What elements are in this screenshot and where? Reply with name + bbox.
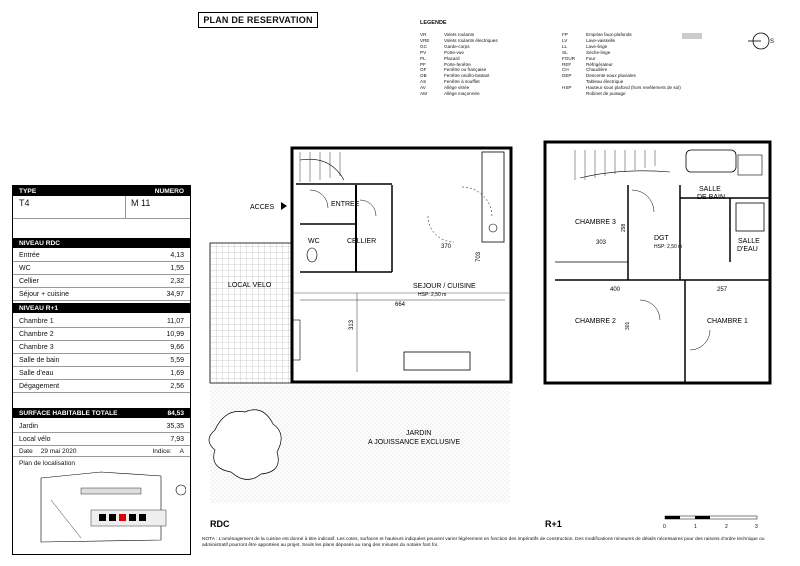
chambre1-label: CHAMBRE 1 [707, 318, 748, 325]
legend-item: LL Lave-linge [562, 43, 608, 49]
rdc-header: NIVEAU RDC [13, 238, 190, 248]
dgt-label: DGT [654, 235, 669, 242]
legend-item: VR Volets roulants [420, 32, 475, 37]
legend-item: HSP Hauteur sous plafond (hors revêtement de sol) [562, 85, 681, 91]
legend-item: SL Sèche-linge [562, 49, 611, 55]
sde-label-1: SALLE [738, 238, 760, 245]
local-velo-area [210, 243, 292, 383]
svg-text:3: 3 [755, 524, 758, 530]
dim-703: 703 [476, 251, 482, 262]
total-value: 84,53 [167, 409, 184, 417]
legend-item: CH Chaudière [562, 67, 608, 73]
localisation-label: Plan de localisation [19, 460, 76, 467]
dim-664: 664 [395, 302, 406, 308]
surface-row: Dégagement 2,56 [13, 380, 190, 393]
legend-item: AV Allège vitrée [420, 85, 470, 91]
surface-row: Salle d'eau 1,69 [13, 367, 190, 380]
surface-row: Salle de bain 5,59 [13, 354, 190, 367]
type-label: TYPE [19, 187, 37, 195]
wc-label: WC [308, 238, 320, 245]
legend-item: PF Porte-fenêtre [420, 61, 471, 67]
cellier-label: CELLIER [347, 238, 377, 245]
surface-row: Chambre 1 11,07 [13, 315, 190, 328]
legend-item: AS Fenêtre à soufflet [420, 79, 480, 85]
legend-item: FP Emprise faux-plafonds [562, 32, 632, 37]
sdb-label-1: SALLE [699, 186, 721, 193]
legend-item: AM Allège maçonnée [420, 91, 480, 97]
entree-label: ENTREE [331, 201, 360, 208]
surface-row: Entrée 4,13 [13, 249, 190, 262]
surface-row: Local vélo 7,93 [13, 433, 190, 446]
total-header: SURFACE HABITABLE TOTALE 84,53 [13, 408, 190, 418]
plan-title: PLAN DE RESERVATION [198, 12, 318, 28]
sdb-label-2: DE BAIN [697, 194, 726, 201]
surface-row: Jardin 35,35 [13, 420, 190, 433]
legend-heading: LEGENDE [420, 20, 447, 26]
svg-text:1: 1 [694, 524, 697, 530]
legend-item: DEP Descente eaux pluviales [562, 73, 636, 79]
chambre3-label: CHAMBRE 3 [575, 219, 616, 226]
type-value: T4 [19, 198, 30, 208]
dim-298: 298 [621, 223, 627, 232]
sejour-label: SEJOUR / CUISINE [413, 283, 476, 290]
dim-301: 301 [625, 321, 631, 330]
legend-item: PL Placard [420, 55, 460, 61]
surface-row: Chambre 3 9,66 [13, 341, 190, 354]
indice-label: Indice: [152, 448, 172, 455]
legend-item: OF Fenêtre ou française [420, 67, 487, 73]
local-velo-label: LOCAL VELO [228, 282, 272, 289]
surface-row: Séjour + cuisine 34,97 [13, 288, 190, 301]
date-value: 29 mai 2020 [40, 448, 77, 455]
legend-item: PV Porte-vue [420, 49, 464, 55]
surface-row: WC 1,55 [13, 262, 190, 275]
legend-item: GC Garde-corps [420, 43, 470, 49]
dim-303: 303 [596, 240, 607, 246]
acces-arrow-icon [281, 202, 287, 210]
legend-item: FOUR Four [562, 55, 596, 61]
svg-text:S: S [770, 39, 775, 45]
date-label: Date [19, 448, 33, 455]
scale-bar [663, 516, 758, 530]
sejour-hsp: HSP: 2,50 m [418, 292, 447, 298]
legend-item: Robinet de puisage [586, 91, 626, 97]
svg-text:0: 0 [663, 524, 666, 530]
dgt-hsp: HSP: 2,50 m [654, 244, 683, 250]
surface-row: Cellier 2,32 [13, 275, 190, 288]
numero-value: M 11 [131, 198, 151, 208]
r1-header: NIVEAU R+1 [13, 303, 190, 313]
indice-value: A [179, 448, 184, 455]
dim-257: 257 [717, 287, 728, 293]
rdc-title: RDC [210, 519, 230, 529]
legal-note: NOTA : L'aménagement de la cuisine est donné à titre indicatif. Les cotes, surfaces et hauteurs indiquées peuvent varier légèrement en fonction des impératifs de construction. Des modifications mineures de détails nécessaires pour des raisons d'ordre technique ou administratif pourront être apportées au projet. Seuls les plans déposés au rang des minutes du notaire font foi. [202, 537, 765, 548]
jardin-label: JARDIN [406, 430, 432, 437]
chambre2-label: CHAMBRE 2 [575, 318, 616, 325]
dim-370: 370 [441, 244, 452, 250]
dim-313: 313 [349, 319, 355, 330]
legend-item: OB Fenêtre oscillo-battant [420, 73, 490, 79]
legend-item: Tableau électrique [586, 79, 624, 85]
svg-text:2: 2 [725, 524, 728, 530]
legend-item: LV Lave-vaisselle [562, 37, 616, 43]
legend-item: VRE Volets roulants électriques [420, 37, 498, 43]
numero-label: NUMERO [154, 187, 184, 195]
surface-row: Chambre 2 10,99 [13, 328, 190, 341]
acces-label: ACCES [250, 204, 275, 211]
jardin-sublabel: A JOUISSANCE EXCLUSIVE [368, 439, 461, 446]
sde-label-2: D'EAU [737, 246, 758, 253]
dim-400: 400 [610, 287, 621, 293]
legend-item: REF Réfrigérateur [562, 61, 613, 67]
r1-title: R+1 [545, 519, 562, 529]
